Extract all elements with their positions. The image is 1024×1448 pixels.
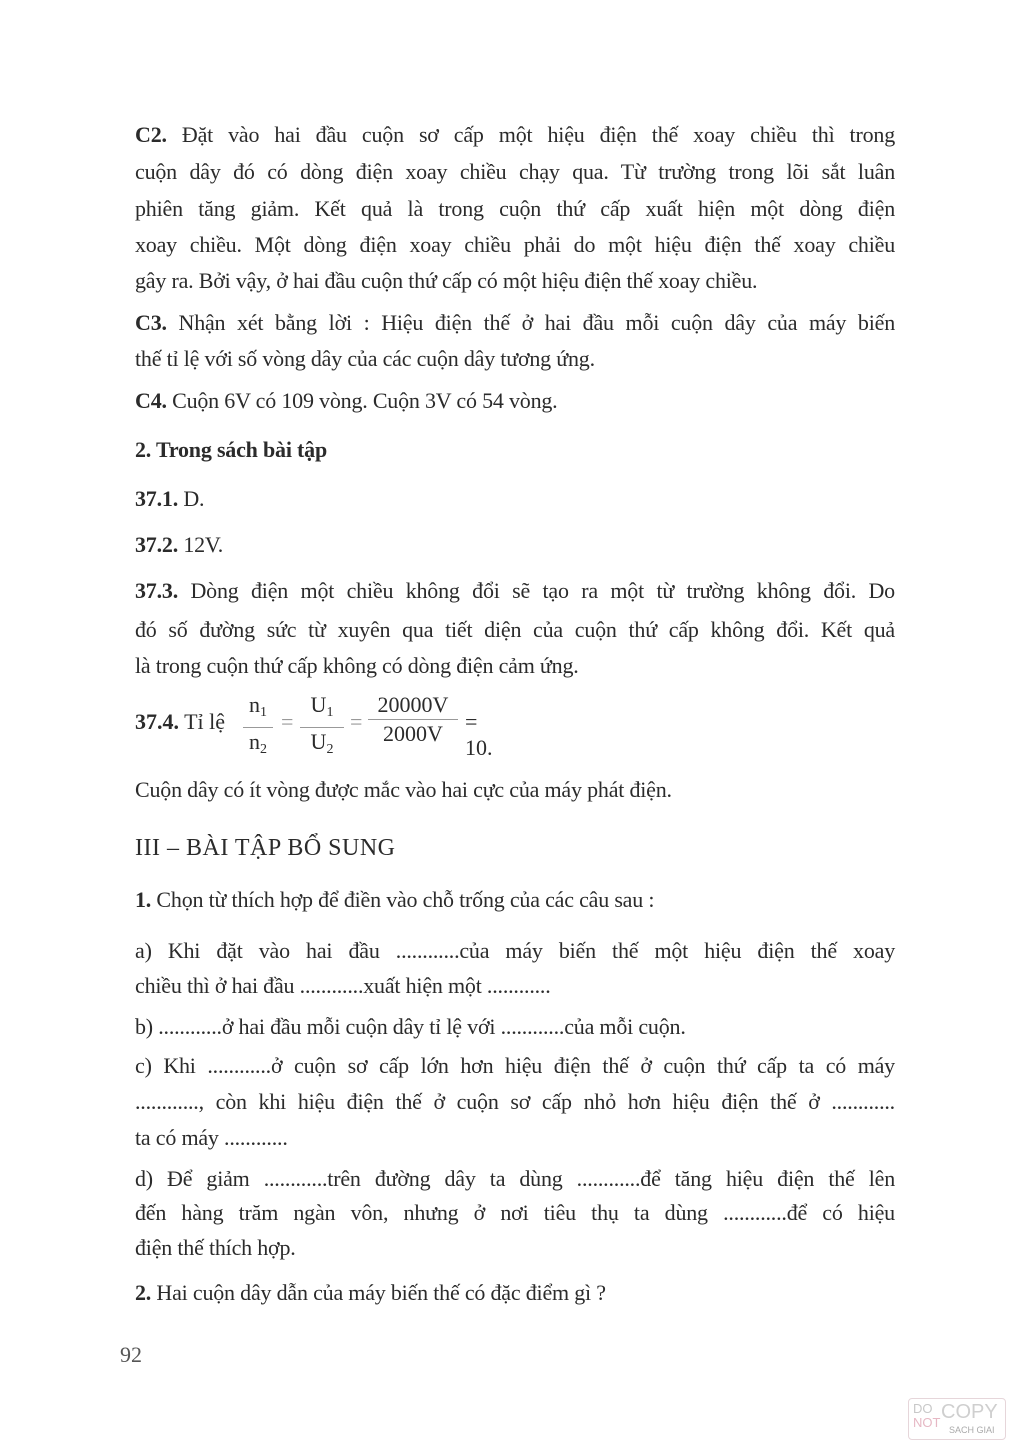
ex1-d-line-1: d) Để giảm ............trên đường dây ta dùng ............để tăng hiệu điện thế lên [135, 1166, 895, 1191]
q373-label: 37.3. [135, 578, 179, 603]
u1-sub: 1 [326, 705, 334, 720]
ex1-c-line-3: ta có máy ............ [135, 1125, 288, 1150]
c2-line-3: phiên tăng giảm. Kết quả là trong cuộn thứ cấp xuất hiện một dòng điện [135, 196, 895, 221]
u2 [300, 730, 344, 762]
u2-symbol: U [310, 729, 327, 754]
page-number: 92 [120, 1342, 142, 1367]
ex2-label: 2. [135, 1280, 152, 1305]
watermark-brand: SACH GIAI [949, 1425, 995, 1435]
c3-line-1 [135, 310, 895, 336]
c4-text: Cuộn 6V có 109 vòng. Cuộn 3V có 54 vòng. [172, 388, 558, 413]
fraction-n [243, 693, 273, 762]
q374-label-group [135, 709, 225, 735]
q374-result: = 10. [465, 709, 493, 760]
q371-text: D. [183, 486, 205, 511]
n2-sub: 2 [260, 742, 267, 757]
ex1-line [135, 887, 895, 913]
u1-symbol: U [310, 692, 327, 717]
ex1-d-line-3: điện thế thích hợp. [135, 1235, 296, 1260]
c3-label: C3. [135, 310, 167, 335]
ex1-text: Chọn từ thích hợp để điền vào chỗ trống của các câu sau : [156, 887, 655, 912]
q373-line-3: là trong cuộn thứ cấp không có dòng điện cảm ứng. [135, 653, 579, 678]
ex2-text: Hai cuộn dây dẫn của máy biến thế có đặc điểm gì ? [156, 1280, 606, 1305]
q373-text-1: Dòng điện một chiều không đổi sẽ tạo ra một từ trường không đổi. Do [190, 578, 895, 603]
n1-sub: 1 [260, 705, 267, 720]
ex1-a-line-2: chiều thì ở hai đầu ............xuất hiện một ............ [135, 973, 551, 998]
fraction-bar [300, 727, 344, 728]
n1 [243, 693, 273, 725]
q371-label: 37.1. [135, 486, 179, 511]
fraction-voltage [368, 693, 458, 746]
fraction-u [300, 693, 344, 762]
ex2-line [135, 1280, 895, 1306]
ex1-label: 1. [135, 887, 152, 912]
n2 [243, 730, 273, 762]
ex1-d-line-2: đến hàng trăm ngàn vôn, nhưng ở nơi tiêu thụ ta dùng ............để có hiệu [135, 1200, 895, 1225]
c4-label: C4. [135, 388, 167, 413]
c2-label: C2. [135, 122, 167, 147]
n1-symbol: n [249, 692, 260, 717]
q372-line [135, 532, 895, 558]
q374-prefix: Tỉ lệ [184, 709, 226, 734]
ex1-b-line: b) ............ở hai đầu mỗi cuộn dây tỉ lệ với ............của mỗi cuộn. [135, 1014, 686, 1039]
section-3-heading: III – BÀI TẬP BỔ SUNG [135, 835, 396, 861]
c4-line [135, 388, 895, 414]
q374-after: Cuộn dây có ít vòng được mắc vào hai cực của máy phát điện. [135, 777, 672, 802]
q371-line [135, 486, 895, 512]
equals-sign-2: = [350, 709, 363, 734]
ex1-a-line-1: a) Khi đặt vào hai đầu ............của máy biến thế một hiệu điện thế xoay [135, 938, 895, 963]
q374-label: 37.4. [135, 709, 179, 734]
voltage-denominator: 2000V [383, 721, 443, 746]
section-2-heading: 2. Trong sách bài tập [135, 437, 328, 462]
equals-sign-1: = [281, 709, 294, 734]
n2-symbol: n [249, 729, 260, 754]
c2-line-5: gây ra. Bởi vậy, ở hai đầu cuộn thứ cấp có một hiệu điện thế xoay chiều. [135, 268, 758, 293]
c3-text-1: Nhận xét bằng lời : Hiệu điện thế ở hai đầu mỗi cuộn dây của máy biến [178, 310, 896, 335]
watermark-do: DO [913, 1401, 933, 1416]
q372-label: 37.2. [135, 532, 179, 557]
ex1-c-line-2: ............, còn khi hiệu điện thế ở cuộn sơ cấp nhỏ hơn hiệu điện thế ở ............ [135, 1089, 895, 1114]
watermark-not: NOT [913, 1415, 941, 1430]
q373-line-2: đó số đường sức từ xuyên qua tiết diện của cuộn thứ cấp không đổi. Kết quả [135, 617, 895, 642]
voltage-numerator: 20000V [377, 692, 449, 717]
c2-line-2: cuộn dây đó có dòng điện xoay chiều chạy qua. Từ trường trong lõi sắt luân [135, 159, 895, 184]
c2-line-4: xoay chiều. Một dòng điện xoay chiều phải do một hiệu điện thế xoay chiều [135, 232, 895, 257]
u1 [300, 693, 344, 725]
c2-line-1 [135, 122, 895, 148]
watermark-logo [908, 1398, 1006, 1440]
c2-text-1: Đặt vào hai đầu cuộn sơ cấp một hiệu điện thế xoay chiều thì trong [181, 122, 895, 147]
c3-line-2: thế tỉ lệ với số vòng dây của các cuộn dây tương ứng. [135, 346, 595, 371]
fraction-bar [243, 727, 273, 728]
u2-sub: 2 [326, 742, 334, 757]
q373-line-1 [135, 578, 895, 604]
fraction-bar [368, 719, 458, 720]
ex1-c-line-1: c) Khi ............ở cuộn sơ cấp lớn hơn hiệu điện thế ở cuộn thứ cấp ta có máy [135, 1053, 895, 1078]
q372-text: 12V. [183, 532, 224, 557]
watermark-copy: COPY [941, 1401, 998, 1423]
